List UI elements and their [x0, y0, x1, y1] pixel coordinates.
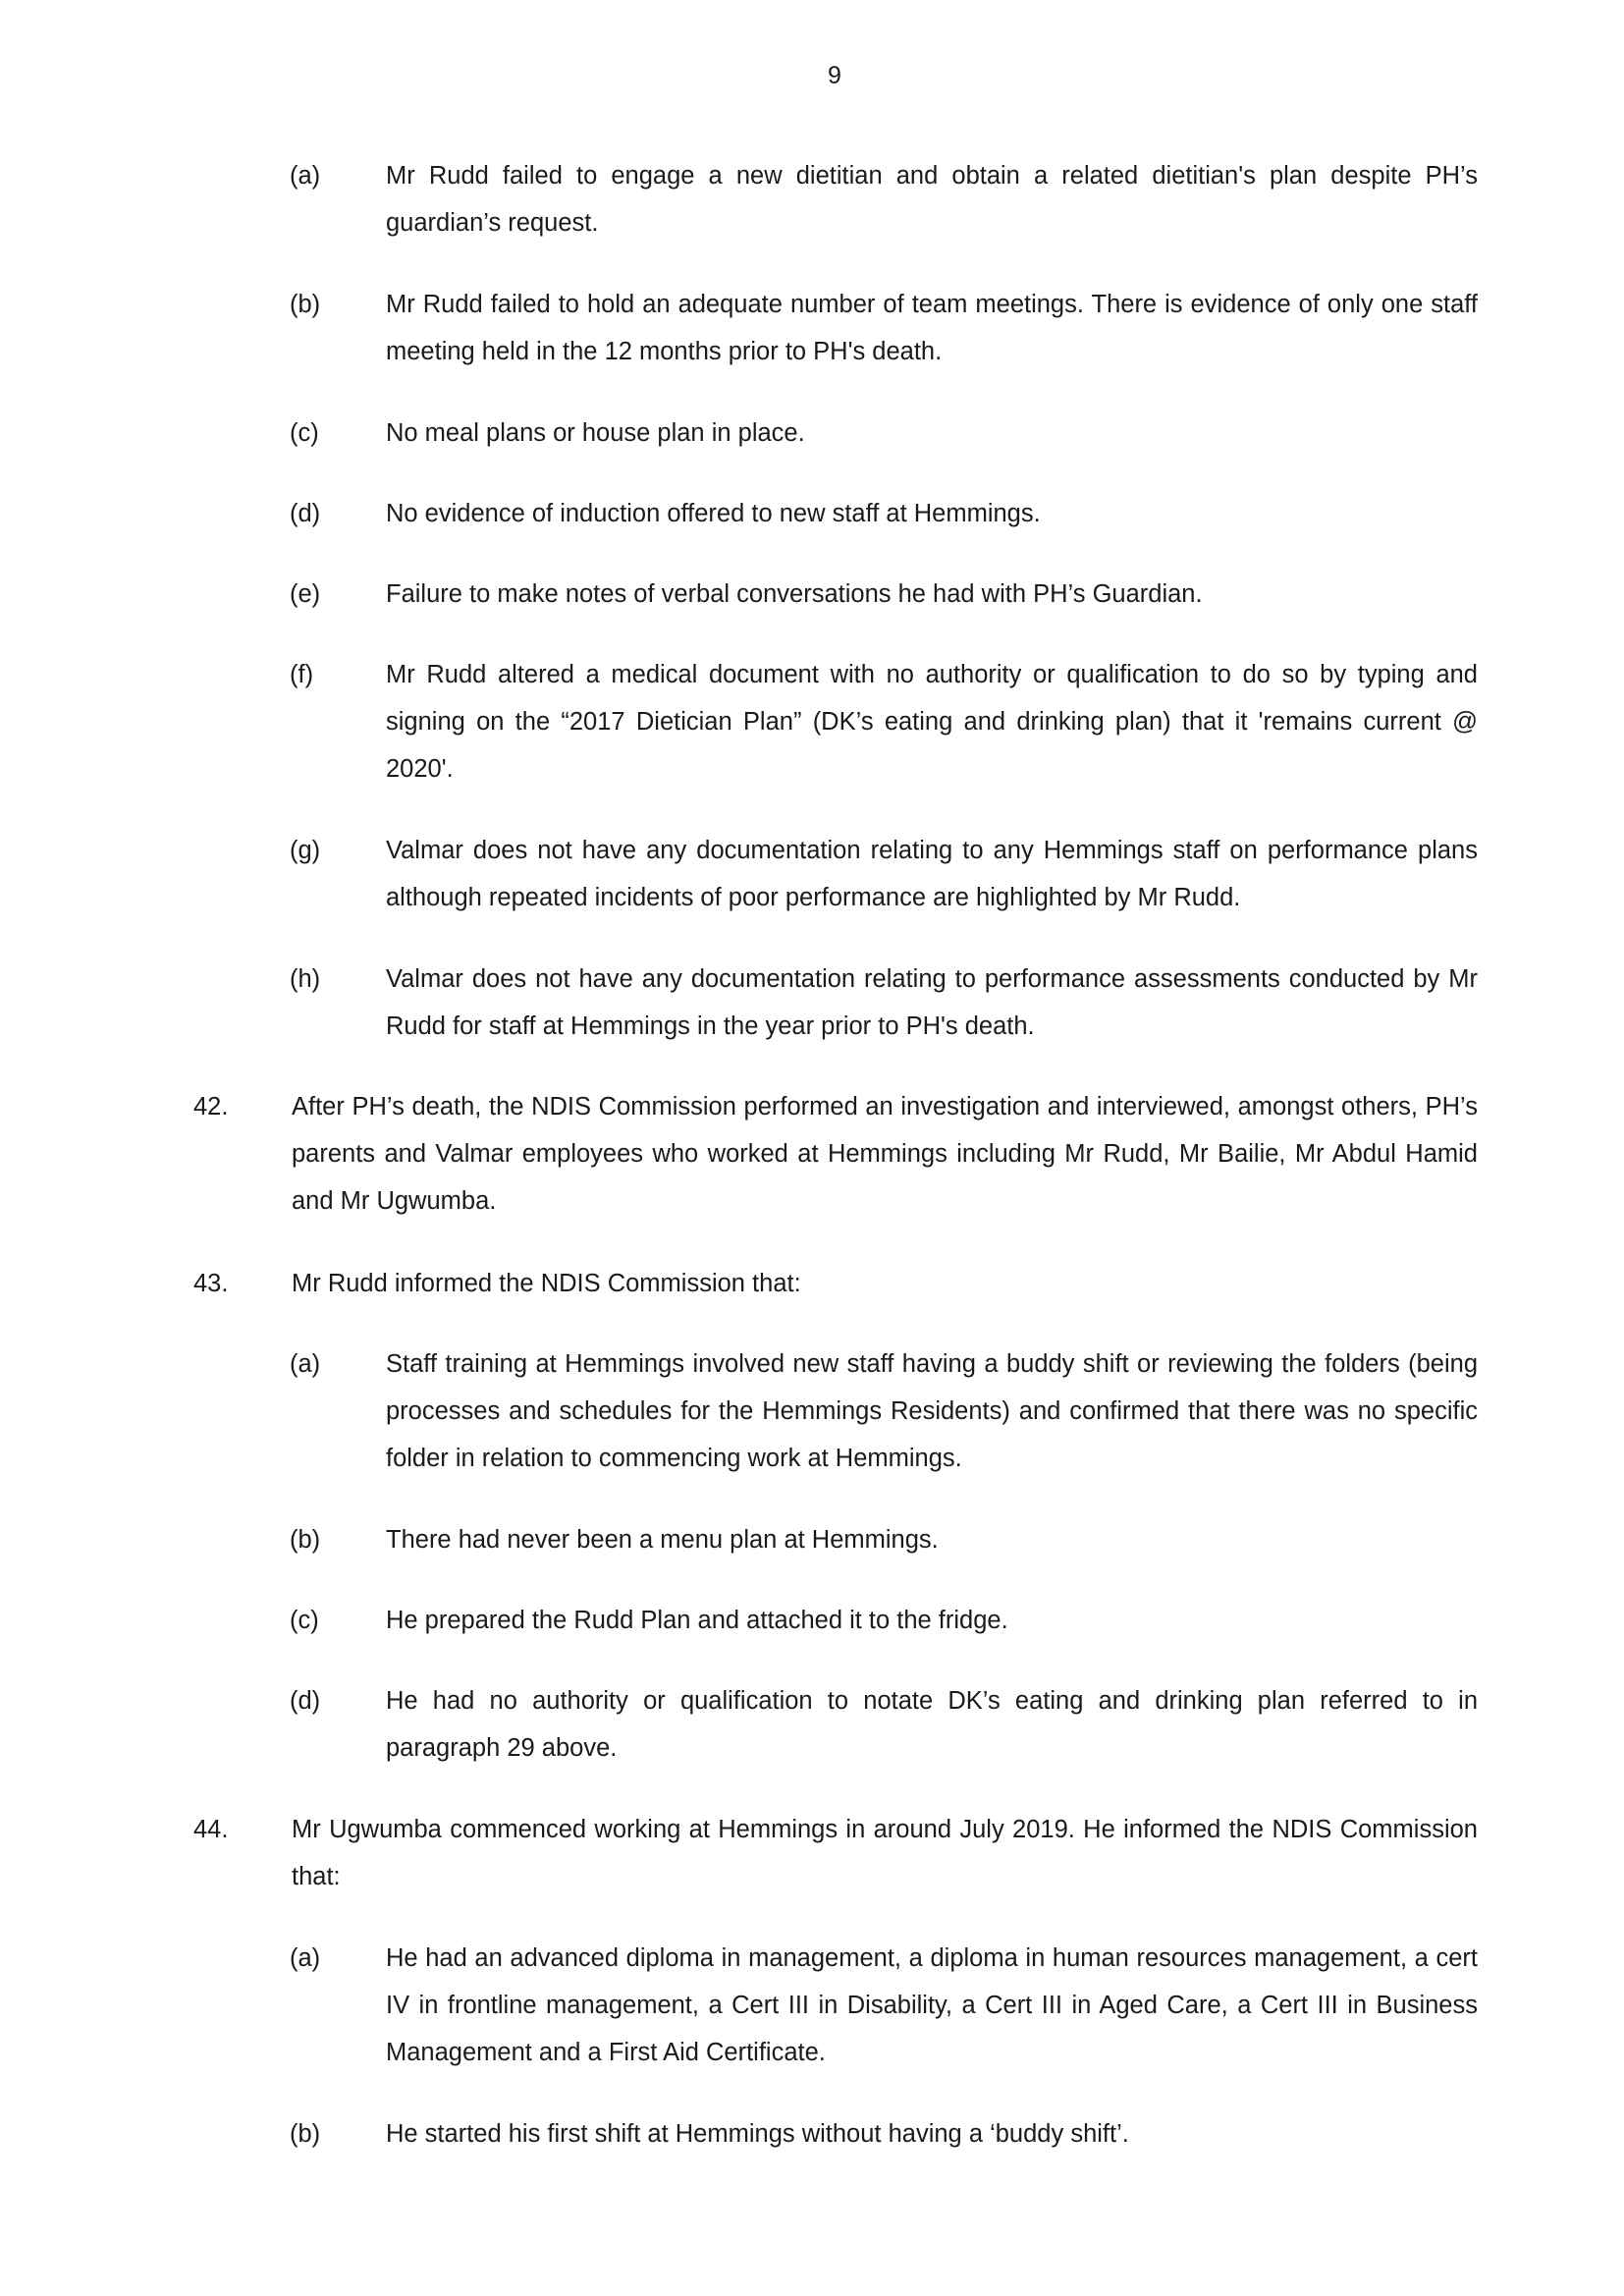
sub-item-label: (e)	[290, 580, 321, 608]
sub-item-text: No meal plans or house plan in place.	[386, 419, 805, 447]
sub-item-label: (c)	[290, 419, 319, 447]
sub-item-label: (h)	[290, 965, 321, 993]
sub-item-text: Valmar does not have any documentation relating to performance assessments conducted by Mr Rudd for staff at Hemmings in the year prior to PH's death.	[386, 965, 1478, 1040]
sub-item-label: (f)	[290, 661, 314, 688]
sub-item-text: Valmar does not have any documentation relating to any Hemmings staff on performance plans although repeated incidents of poor performance are highlighted by Mr Rudd.	[386, 837, 1478, 911]
sub-item-label: (d)	[290, 500, 321, 527]
paragraph-number: 42.	[193, 1093, 229, 1121]
sub-item-text: Mr Rudd failed to hold an adequate number of team meetings. There is evidence of only one staff meeting held in the 12 months prior to PH's death.	[386, 291, 1478, 365]
sub-item-label: (a)	[290, 1944, 321, 1972]
sub-item-label: (b)	[290, 291, 321, 318]
sub-item-text: He prepared the Rudd Plan and attached it to the fridge.	[386, 1607, 1008, 1634]
sub-item-label: (d)	[290, 1687, 321, 1715]
paragraph-text: Mr Ugwumba commenced working at Hemmings in around July 2019. He informed the NDIS Commission that:	[292, 1816, 1478, 1890]
sub-item-label: (c)	[290, 1607, 319, 1634]
sub-item-text: No evidence of induction offered to new staff at Hemmings.	[386, 500, 1041, 527]
paragraph-number: 44.	[193, 1816, 229, 1843]
sub-item-label: (a)	[290, 162, 321, 190]
sub-item-text: He had no authority or qualification to notate DK’s eating and drinking plan referred to in paragraph 29 above.	[386, 1687, 1478, 1762]
sub-item-text: Mr Rudd failed to engage a new dietitian and obtain a related dietitian's plan despite PH’s guardian’s request.	[386, 162, 1478, 237]
sub-item-text: Staff training at Hemmings involved new staff having a buddy shift or reviewing the folders (being processes and schedules for the Hemmings Residents) and confirmed that there was no specific folder in relation to commencing work at Hemmings.	[386, 1350, 1478, 1472]
sub-item-text: There had never been a menu plan at Hemmings.	[386, 1526, 939, 1554]
sub-item-text: He had an advanced diploma in management, a diploma in human resources management, a cert IV in frontline management, a Cert III in Disability, a Cert III in Aged Care, a Cert III in Business Management and a First Aid Certificate.	[386, 1944, 1478, 2066]
sub-item-label: (b)	[290, 2120, 321, 2148]
paragraph-text: Mr Rudd informed the NDIS Commission that:	[292, 1270, 801, 1297]
paragraph-number: 43.	[193, 1270, 229, 1297]
sub-item-text: He started his first shift at Hemmings without having a ‘buddy shift’.	[386, 2120, 1129, 2148]
paragraph-text: After PH’s death, the NDIS Commission performed an investigation and interviewed, amongst others, PH’s parents and Valmar employees who worked at Hemmings including Mr Rudd, Mr Bailie, Mr Abdul Hamid and Mr Ugwumba.	[292, 1093, 1478, 1215]
sub-item-label: (b)	[290, 1526, 321, 1554]
sub-item-text: Mr Rudd altered a medical document with no authority or qualification to do so by typing and signing on the “2017 Dietician Plan” (DK’s eating and drinking plan) that it 'remains current @ 2020'.	[386, 661, 1478, 783]
sub-item-label: (g)	[290, 837, 321, 864]
sub-item-label: (a)	[290, 1350, 321, 1378]
sub-item-text: Failure to make notes of verbal conversations he had with PH’s Guardian.	[386, 580, 1203, 608]
page-number: 9	[828, 62, 841, 89]
